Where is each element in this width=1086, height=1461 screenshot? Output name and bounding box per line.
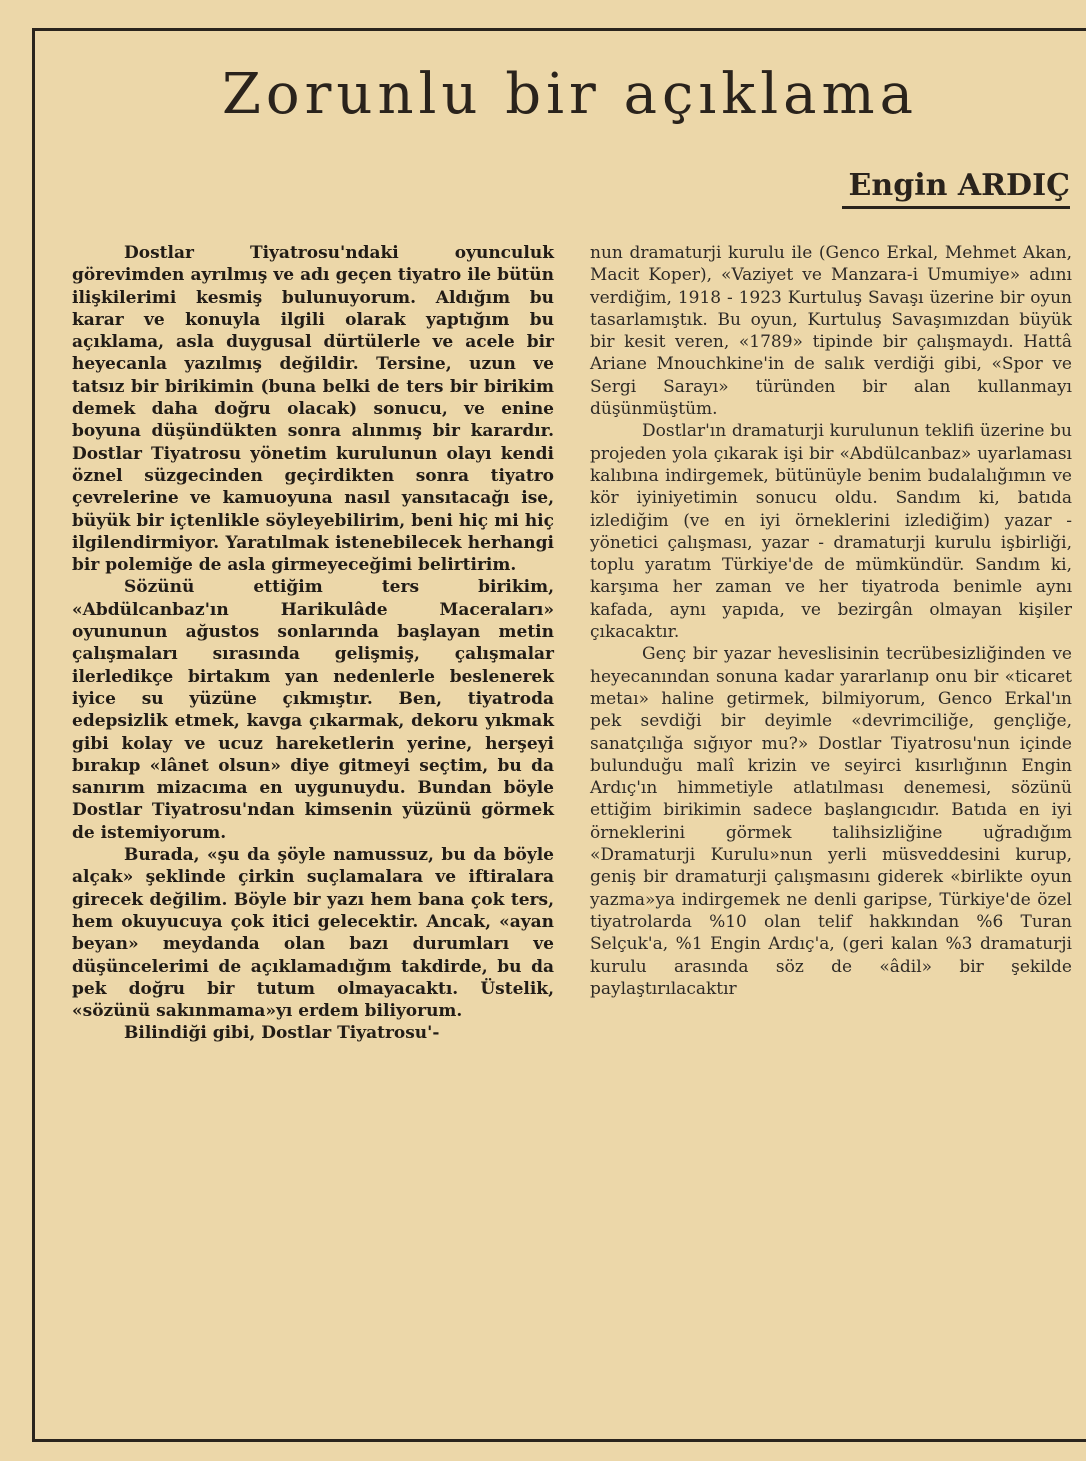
- paragraph: nun dramaturji kurulu ile (Genco Erkal, Mehmet Akan, Macit Koper), «Vaziyet ve Manzara-i Umumiye» adını verdiğim, 1918 - 1923 Kurtuluş Savaşı üzerine bir oyun tasarlamıştık. Bu oyun, Kurtuluş Savaşımızdan büyük bir kesit veren, «1789» tipinde bir çalışmaydı. Hattâ Ariane Mnouchkine'in de salık verdiği gibi, «Spor ve Sergi Sarayı» türünden bir alan kullanmayı düşünmüştüm.: [590, 243, 1072, 420]
- byline-underline: [842, 206, 1070, 209]
- paragraph: Dostlar'ın dramaturji kurulunun teklifi üzerine bu projeden yola çıkarak işi bir «Abdülcanbaz» uyarlaması kalıbına indirgemek, bütünüyle benim budalalığımın ve kör iyiniyetimin sonucu oldu. Sandım ki, batıda izlediğim (ve en iyi örneklerini izlediğim) yazar - yönetici çalışması, yazar - dramaturji kurulu işbirliği, toplu yaratım Türkiye'de de mümkündür. Sandım ki, karşıma her zaman ve her tiyatroda benimle aynı kafada, aynı yapıda, ve bezirgân olmayan kişiler çıkacaktır.: [590, 421, 1072, 643]
- paragraph: Dostlar Tiyatrosu'ndaki oyunculuk görevimden ayrılmış ve adı geçen tiyatro ile bütün ilişkilerimi kesmiş bulunuyorum. Aldığım bu karar ve konuyla ilgili olarak yaptığım bu açıklama, asla duygusal dürtülerle ve acele bir heyecanla yazılmış değildir. Tersine, uzun ve tatsız bir birikimin (buna belki de ters bir birikim demek daha doğru olacak) sonucu, ve enine boyuna düşündükten sonra alınmış bir karardır. Dostlar Tiyatrosu yönetim kurulunun olayı kendi öznel süzgecinden geçirdikten sonra tiyatro çevrelerine ve kamuoyuna nasıl yansıtacağı ise, büyük bir içtenlikle söyleyebilirim, beni hiç mi hiç ilgilendirmiyor. Yaratılmak istenebilecek herhangi bir polemiğe de asla girmeyeceğimi belirtirim.: [72, 243, 554, 576]
- paragraph: Sözünü ettiğim ters birikim, «Abdülcanbaz'ın Harikulâde Maceraları» oyununun ağustos sonlarında başlayan metin çalışmaları sırasında gelişmiş, çalışmalar ilerledikçe birtakım yan nedenlerle beslenerek iyice su yüzüne çıkmıştır. Ben, tiyatroda edepsizlik etmek, kavga çıkarmak, dekoru yıkmak gibi kolay ve ucuz hareketlerin yerine, herşeyi bırakıp «lânet olsun» diye gitmeyi seçtim, bu da sanırım mizacıma en uygunuydu. Bundan böyle Dostlar Tiyatrosu'ndan kimsenin yüzünü görmek de istemiyorum.: [72, 577, 554, 843]
- paragraph: Burada, «şu da şöyle namussuz, bu da böyle alçak» şeklinde çirkin suçlamalara ve iftiralara girecek değilim. Böyle bir yazı hem bana çok ters, hem okuyucuya çok itici gelecektir. Ancak, «ayan beyan» meydanda olan bazı durumları ve düşüncelerimi de açıklamadığım takdirde, bu da pek doğru bir tutum olmayacaktı. Üstelik, «sözünü sakınmama»yı erdem biliyorum.: [72, 845, 554, 1022]
- right-column: [590, 242, 1072, 1000]
- author-byline: Engin ARDIÇ: [848, 168, 1070, 203]
- paragraph: Bilindiği gibi, Dostlar Tiyatrosu'-: [124, 1023, 440, 1044]
- paragraph: Genç bir yazar heveslisinin tecrübesizliğinden ve heyecanından sonuna kadar yararlanıp onu bir «ticaret metaı» haline getirmek, bilmiyorum, Genco Erkal'ın pek sevdiği bir deyimle «devrimciliğe, gençliğe, sanatçılığa sığıyor mu?» Dostlar Tiyatrosu'nun içinde bulunduğu malî krizin ve seyirci kısırlığının Engin Ardıç'ın himmetiyle atlatılması denemesi, sözünü ettiğim birikimin sadece başlangıcıdır. Batıda en iyi örneklerini görmek talihsizliğine uğradığım «Dramaturji Kurulu»nun yerli müsveddesini kurup, geniş bir dramaturji çalışmasını giderek «birlikte oyun yazma»ya indirgemek ne denli garipse, Türkiye'de özel tiyatrolarda %10 olan telif hakkından %6 Turan Selçuk'a, %1 Engin Ardıç'a, (geri kalan %3 dramaturji kurulu arasında söz de «âdil» bir şekilde paylaştırılacaktır: [590, 644, 1072, 999]
- left-column: [72, 242, 554, 1045]
- article-headline: Zorunlu bir açıklama: [221, 62, 918, 127]
